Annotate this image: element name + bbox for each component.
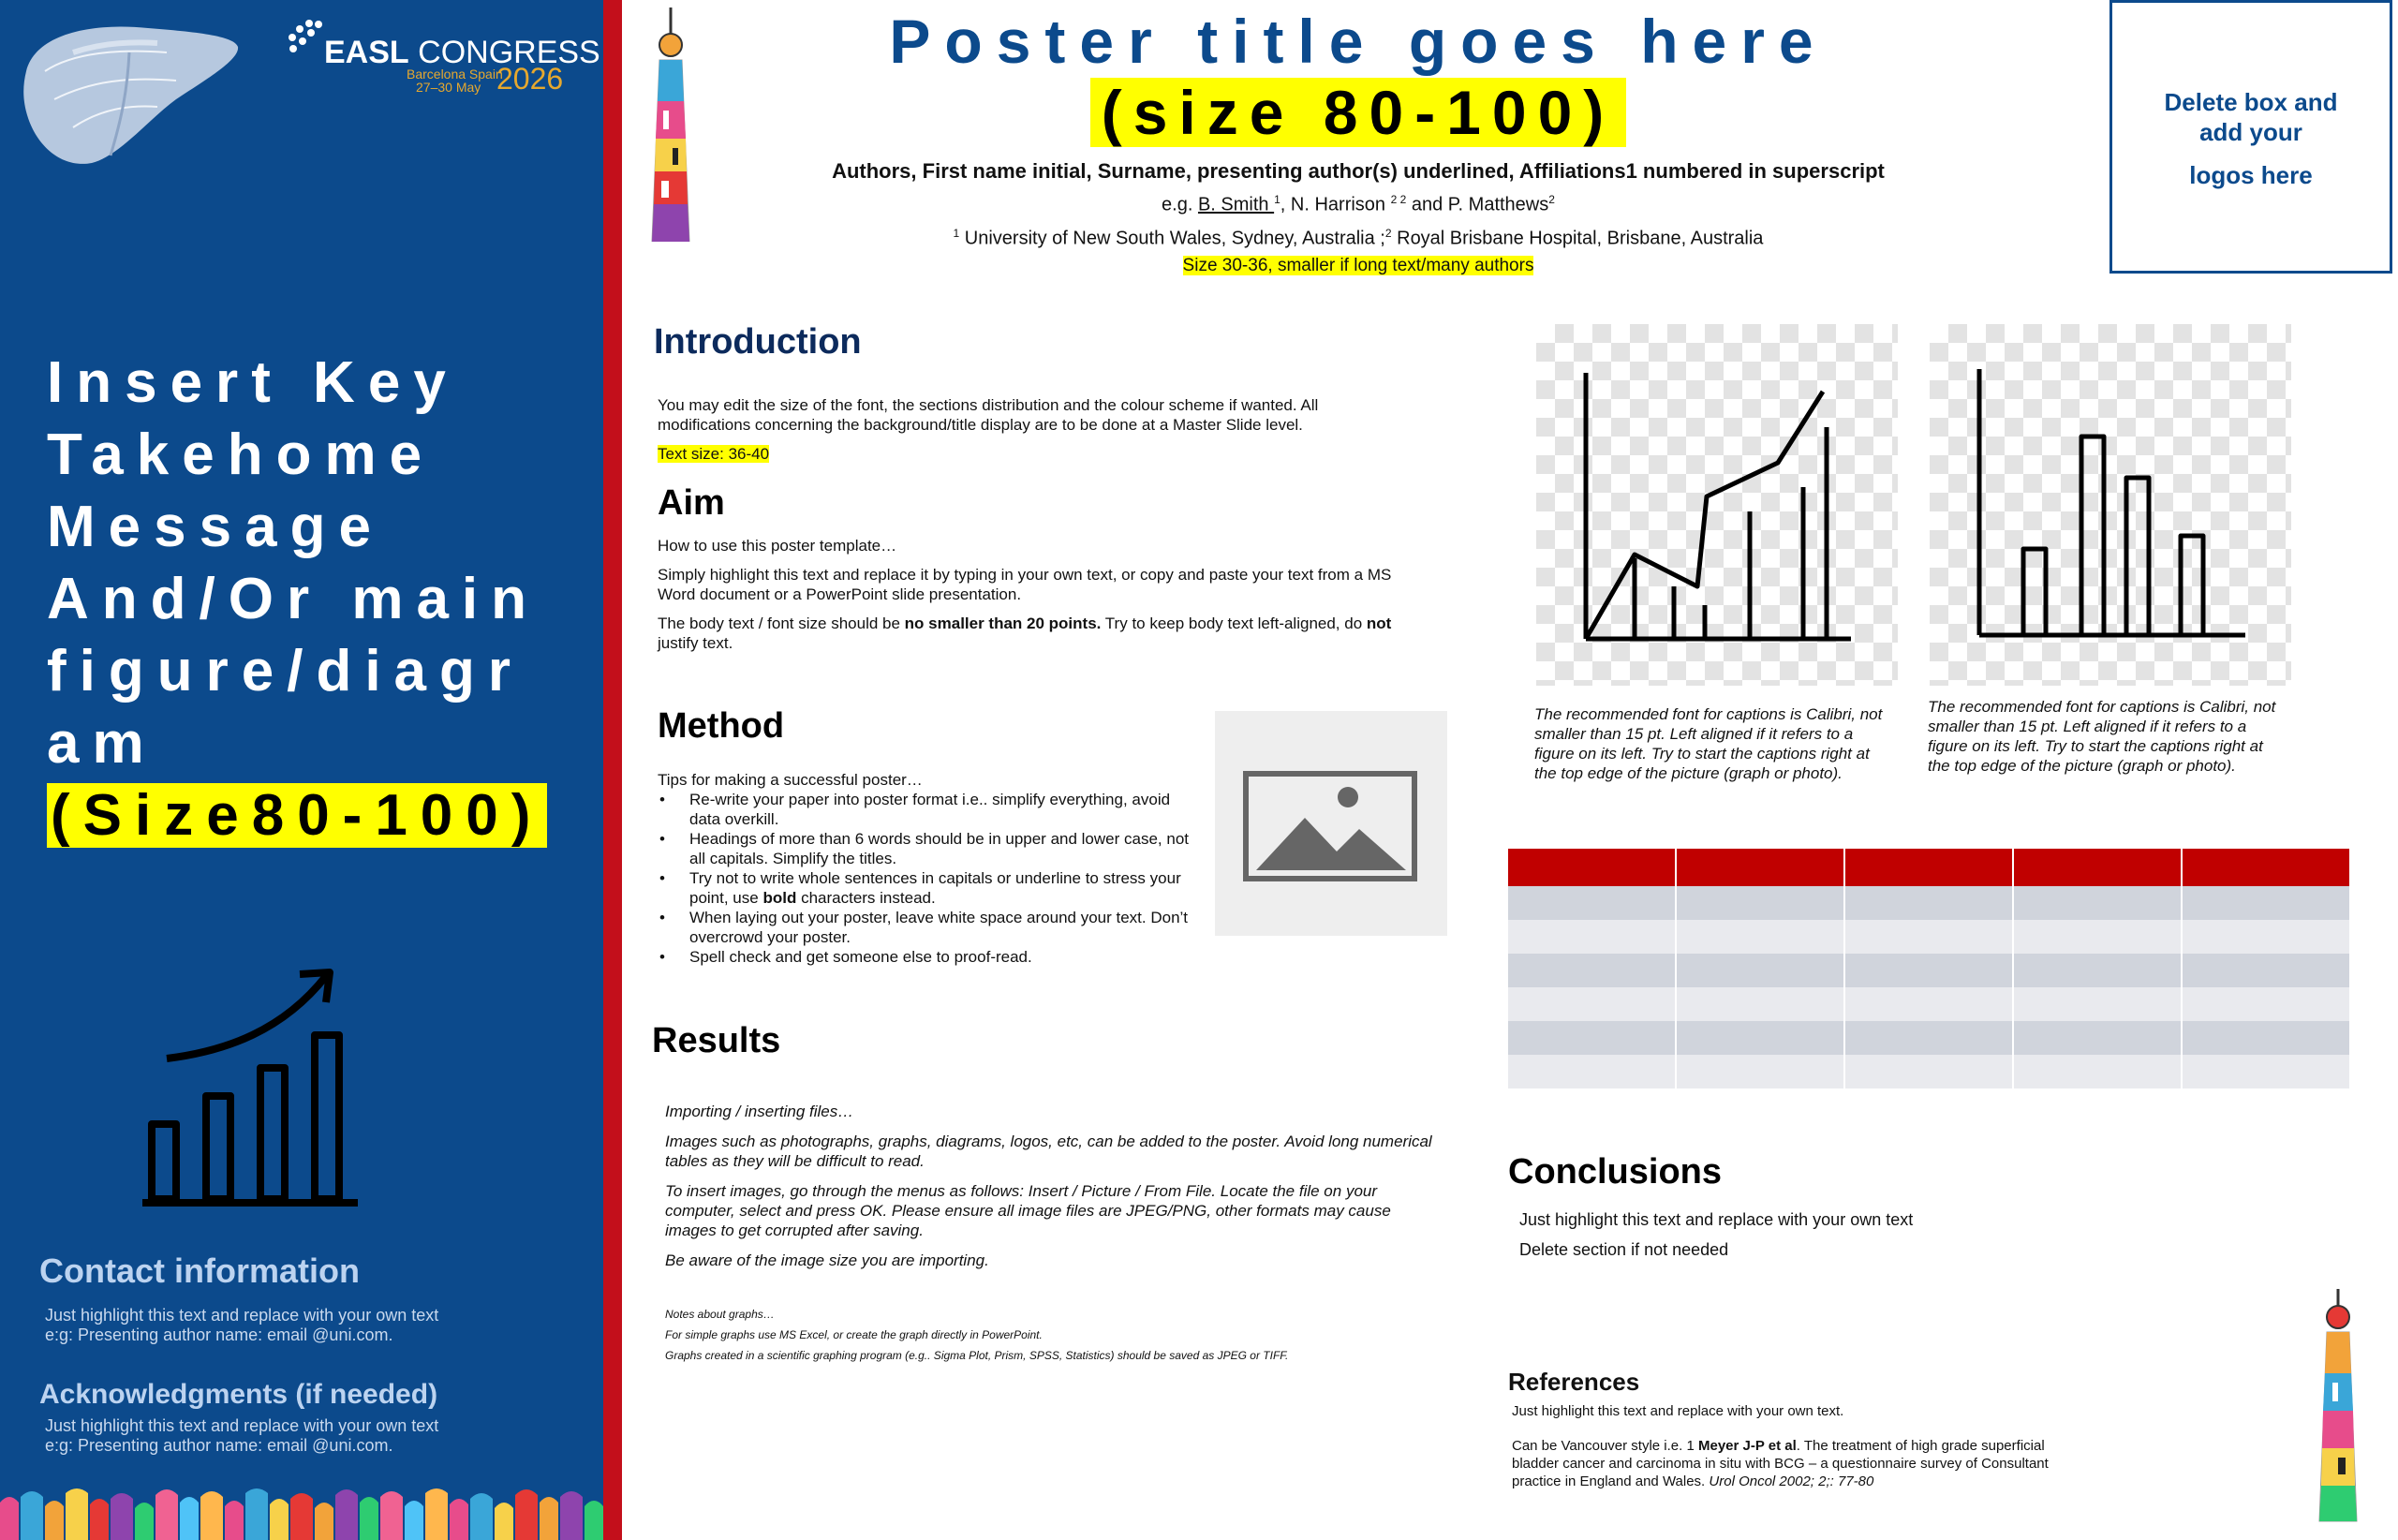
list-item: • When laying out your poster, leave white space around your text. Don’t overcrowd your poster. [658, 908, 1201, 947]
contact-text: Just highlight this text and replace with your own text e:g: Presenting author name: email @uni.com. [45, 1306, 439, 1344]
growth-bar-chart-icon [142, 965, 367, 1213]
key-message-size-note: (Size80-100) [47, 783, 547, 848]
easl-congress-wordmark: EASL CONGRESS [324, 35, 600, 70]
liver-graphic [17, 15, 242, 170]
acknowledgments-heading: Acknowledgments (if needed) [39, 1379, 438, 1410]
aim-heading: Aim [658, 483, 725, 523]
easl-dots-icon [285, 19, 326, 56]
list-item: • Spell check and get someone else to proof-read. [658, 947, 1201, 967]
results-heading: Results [652, 1021, 781, 1060]
congress-year: 2026 [496, 62, 564, 96]
method-image-placeholder[interactable] [1215, 711, 1447, 936]
table-row [1508, 954, 2350, 987]
key-takehome-message: Insert Key Takehome Message And/Or main figure/diagr am (Size80-100) [47, 347, 590, 851]
poster-title [712, 4, 2005, 150]
references-text: Just highlight this text and replace with your own text. Can be Vancouver style i.e. 1 Meyer J-P et al. The treatment of high grade superficial bladder cancer and carcinoma in situ with BCG – a questionnaire survey of Consultant practice in England and Wales. Urol Oncol 2002; 2;: 77-80 [1512, 1403, 2049, 1489]
table-row [1508, 886, 2350, 920]
method-text: Tips for making a successful poster… • Re-write your paper into poster format i.e.. simplify everything, avoid data overkill. • Headings of more than 6 words should be in upper and lower case, not all capitals. Simplify the titles. • Try not to write whole sentences in capitals or underline to stress your point, use bold characters instead. • When laying out your poster, leave white space around your text. Don’t overcrowd your poster. • Spell check and get someone else to proof-read. [658, 770, 1201, 967]
table-row [1508, 1055, 2350, 1088]
contact-heading: Contact information [39, 1251, 360, 1290]
aim-text: How to use this poster template… Simply highlight this text and replace it by typing in your own text, or copy and paste your text from a MS Word document or a PowerPoint slide presentation. The body text / font size should be no smaller than 20 points. Try to keep body text left-aligned, do not justify text. [658, 537, 1392, 652]
graph-notes: Notes about graphs… For simple graphs use MS Excel, or create the graph directly in PowerPoint. Graphs created in a scientific graphing program (e.g.. Sigma Plot, Prism, SPSS, Statistics) should be saved as JPEG or TIFF. [665, 1308, 1289, 1362]
authors-block [712, 157, 2005, 280]
table-row [1508, 1021, 2350, 1055]
authors-example: e.g. B. Smith $^1$, N. Harrison $^{2 2}$ and P. Matthews$^2$ [1162, 193, 1555, 215]
easl-congress-logo [283, 15, 600, 99]
list-item: • Headings of more than 6 words should be in upper and lower case, not all capitals. Simplify the titles. [658, 829, 1201, 868]
figure-2[interactable] [1930, 324, 2291, 686]
method-heading: Method [658, 706, 785, 746]
acknowledgments-text: Just highlight this text and replace with your own text e:g: Presenting author name: email @uni.com. [45, 1416, 439, 1455]
figure-2-caption: The recommended font for captions is Calibri, not smaller than 15 pt. Left aligned if it refers to a figure on its left. Try to start the captions right at the top edge of the picture (graph or photo). [1928, 698, 2276, 775]
mosaic-decoration-strip [0, 1484, 603, 1540]
authors-size-note: Size 30-36, smaller if long text/many authors [1182, 256, 1534, 276]
results-text: Importing / inserting files… Images such as photographs, graphs, diagrams, logos, etc, can be added to the poster. Avoid long numerical tables as they will be difficult to read. To insert images, go through the menus as follows: Insert / Picture / From File. Locate the file on your computer, select and press OK. Please ensure all image files are JPEG/PNG, other formats may cause images to get corrupted after saving. Be aware of the image size you are importing. [665, 1103, 1432, 1269]
list-item: • Re-write your paper into poster format i.e.. simplify everything, avoid data overkill. [658, 790, 1201, 829]
figure-1[interactable] [1536, 324, 1898, 686]
introduction-size-note: Text size: 36-40 [658, 445, 770, 463]
poster-title-line1: Poster title goes here [889, 7, 1828, 76]
poster-title-line2: (size 80-100) [1090, 78, 1627, 147]
table-header-row [1508, 849, 2350, 886]
tower-decoration-top [643, 7, 699, 242]
congress-place-dates: Barcelona Spain 27–30 May [407, 67, 503, 95]
method-tips-list [658, 790, 1201, 967]
sidebar-panel [0, 0, 603, 1540]
references-heading: References [1508, 1368, 1640, 1396]
table-row [1508, 920, 2350, 954]
figure-1-caption: The recommended font for captions is Calibri, not smaller than 15 pt. Left aligned if it refers to a figure on its left. Try to start the captions right at the top edge of the picture (graph or photo). [1534, 705, 1883, 782]
affiliations: $^1$ University of New South Wales, Sydney, Australia ;$^2$ Royal Brisbane Hospital, Brisbane, Australia [953, 226, 1764, 249]
introduction-heading: Introduction [654, 322, 862, 362]
conclusions-text: Just highlight this text and replace with your own text Delete section if not needed [1519, 1210, 1914, 1259]
line-bar-chart-icon [1536, 324, 1898, 686]
list-item: • Try not to write whole sentences in capitals or underline to stress your point, use bold characters instead. [658, 868, 1201, 908]
bar-chart-icon [1930, 324, 2291, 686]
accent-red-bar [603, 0, 622, 1540]
table-row [1508, 987, 2350, 1021]
authors-heading: Authors, First name initial, Surname, presenting author(s) underlined, Affiliations1 numbered in superscript [832, 159, 1885, 183]
logo-placeholder-box[interactable]: Delete box and add your logos here [2109, 0, 2392, 274]
image-placeholder-icon [1243, 771, 1417, 881]
conclusions-heading: Conclusions [1508, 1152, 1723, 1192]
introduction-text: You may edit the size of the font, the sections distribution and the colour scheme if wanted. All modifications concerning the background/title display are to be done at a Master Slide level. [658, 396, 1319, 434]
tower-decoration-bottom [2310, 1289, 2366, 1523]
data-table [1508, 849, 2351, 1088]
